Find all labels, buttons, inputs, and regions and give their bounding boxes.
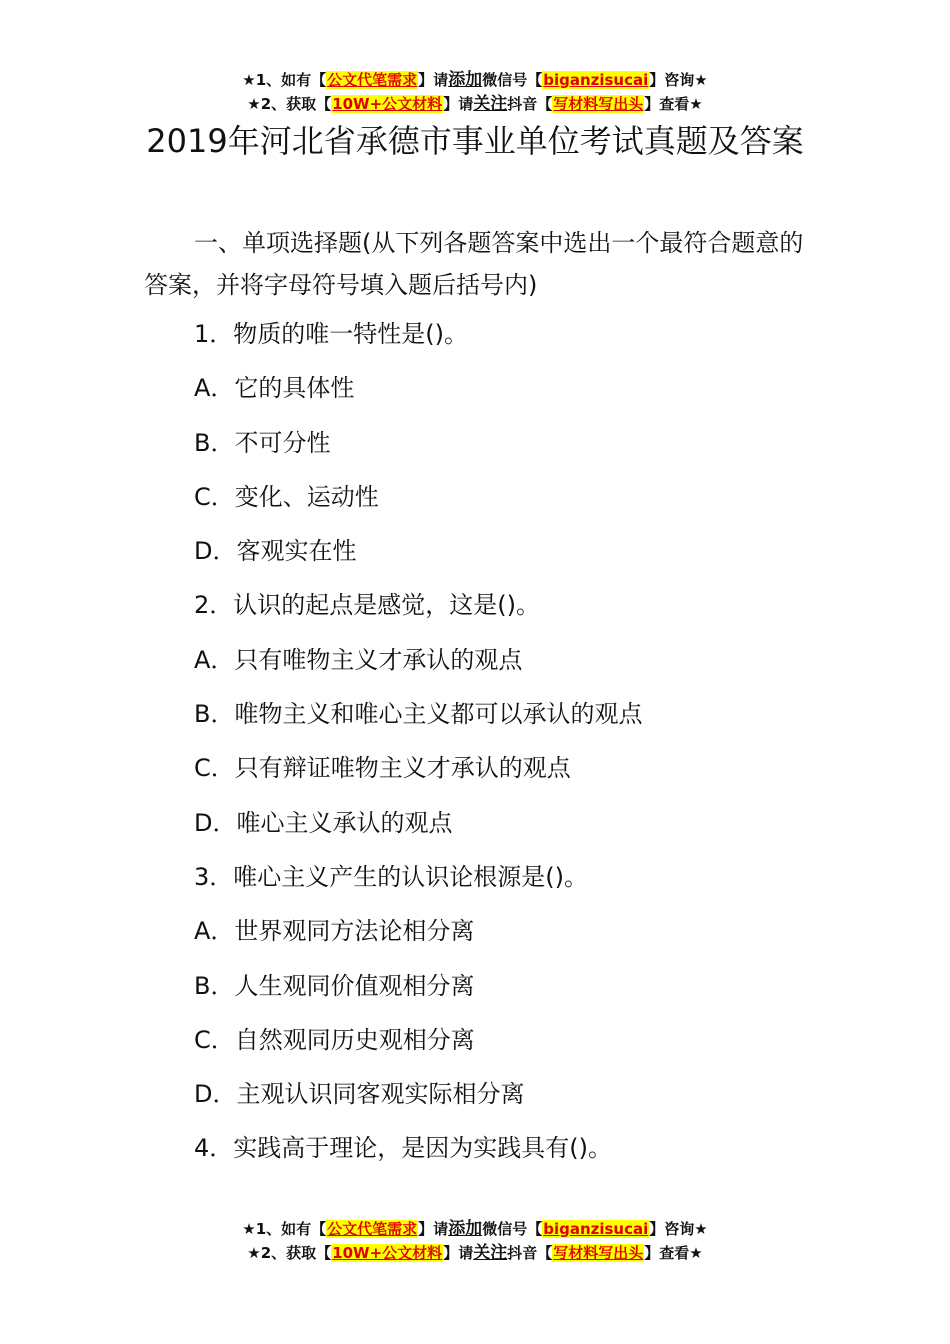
- promo-text: ★2、获取【: [247, 95, 332, 113]
- promo-emphasis: 关注: [473, 94, 508, 114]
- option-line: C．自然观同历史观相分离: [194, 1025, 475, 1054]
- option-line: D．唯心主义承认的观点: [194, 808, 453, 837]
- promo-douyin-id: 写材料写出头: [553, 95, 644, 113]
- header-promo-banner: [0, 68, 950, 116]
- option-line: B．唯物主义和唯心主义都可以承认的观点: [194, 700, 643, 729]
- promo-text: 微信号【: [482, 1220, 543, 1238]
- promo-emphasis: 关注: [473, 1243, 508, 1263]
- option-line: B．不可分性: [194, 428, 331, 457]
- promo-highlight: 10W+公文材料: [332, 95, 443, 113]
- option-line: A．它的具体性: [194, 374, 355, 403]
- promo-wechat-id: biganzisucai: [543, 1220, 649, 1238]
- promo-line-1: [0, 1217, 950, 1241]
- promo-text: 】请: [418, 1220, 449, 1238]
- footer-promo-banner: [0, 1217, 950, 1265]
- promo-highlight: 公文代笔需求: [327, 1220, 418, 1238]
- promo-text: ★1、如有【: [242, 71, 327, 89]
- option-line: A．世界观同方法论相分离: [194, 917, 475, 946]
- promo-wechat-id: biganzisucai: [543, 71, 649, 89]
- promo-text: 】查看★: [644, 1244, 703, 1262]
- document-title: 2019年河北省承德市事业单位考试真题及答案: [146, 122, 804, 160]
- question-line: 2．认识的起点是感觉，这是()。: [194, 591, 540, 620]
- document-body: [144, 222, 812, 1187]
- promo-emphasis: 添加: [448, 70, 483, 90]
- promo-text: 】咨询★: [649, 71, 708, 89]
- option-line: D．主观认识同客观实际相分离: [194, 1080, 525, 1109]
- promo-text: ★2、获取【: [247, 1244, 332, 1262]
- promo-text: 】请: [443, 1244, 474, 1262]
- question-line: 4．实践高于理论，是因为实践具有()。: [194, 1134, 612, 1163]
- promo-line-2: [0, 1241, 950, 1265]
- promo-line-2: [0, 92, 950, 116]
- promo-text: 】请: [443, 95, 474, 113]
- promo-text: 抖音【: [507, 95, 553, 113]
- promo-text: 】请: [418, 71, 449, 89]
- section-heading: 一、单项选择题(从下列各题答案中选出一个最符合题意的答案，并将字母符号填入题后括号内): [144, 229, 804, 299]
- promo-highlight: 公文代笔需求: [327, 71, 418, 89]
- promo-text: 】查看★: [644, 95, 703, 113]
- promo-text: 】咨询★: [649, 1220, 708, 1238]
- option-line: C．只有辩证唯物主义才承认的观点: [194, 754, 571, 783]
- promo-text: ★1、如有【: [242, 1220, 327, 1238]
- promo-douyin-id: 写材料写出头: [553, 1244, 644, 1262]
- promo-line-1: [0, 68, 950, 92]
- question-line: 1．物质的唯一特性是()。: [194, 320, 468, 348]
- promo-emphasis: 添加: [448, 1219, 483, 1239]
- promo-text: 微信号【: [482, 71, 543, 89]
- option-line: D．客观实在性: [194, 537, 357, 566]
- option-line: B．人生观同价值观相分离: [194, 971, 475, 1000]
- promo-text: 抖音【: [507, 1244, 553, 1262]
- promo-highlight: 10W+公文材料: [332, 1244, 443, 1262]
- question-line: 3．唯心主义产生的认识论根源是()。: [194, 862, 588, 891]
- option-line: A．只有唯物主义才承认的观点: [194, 645, 523, 674]
- option-line: C．变化、运动性: [194, 482, 379, 511]
